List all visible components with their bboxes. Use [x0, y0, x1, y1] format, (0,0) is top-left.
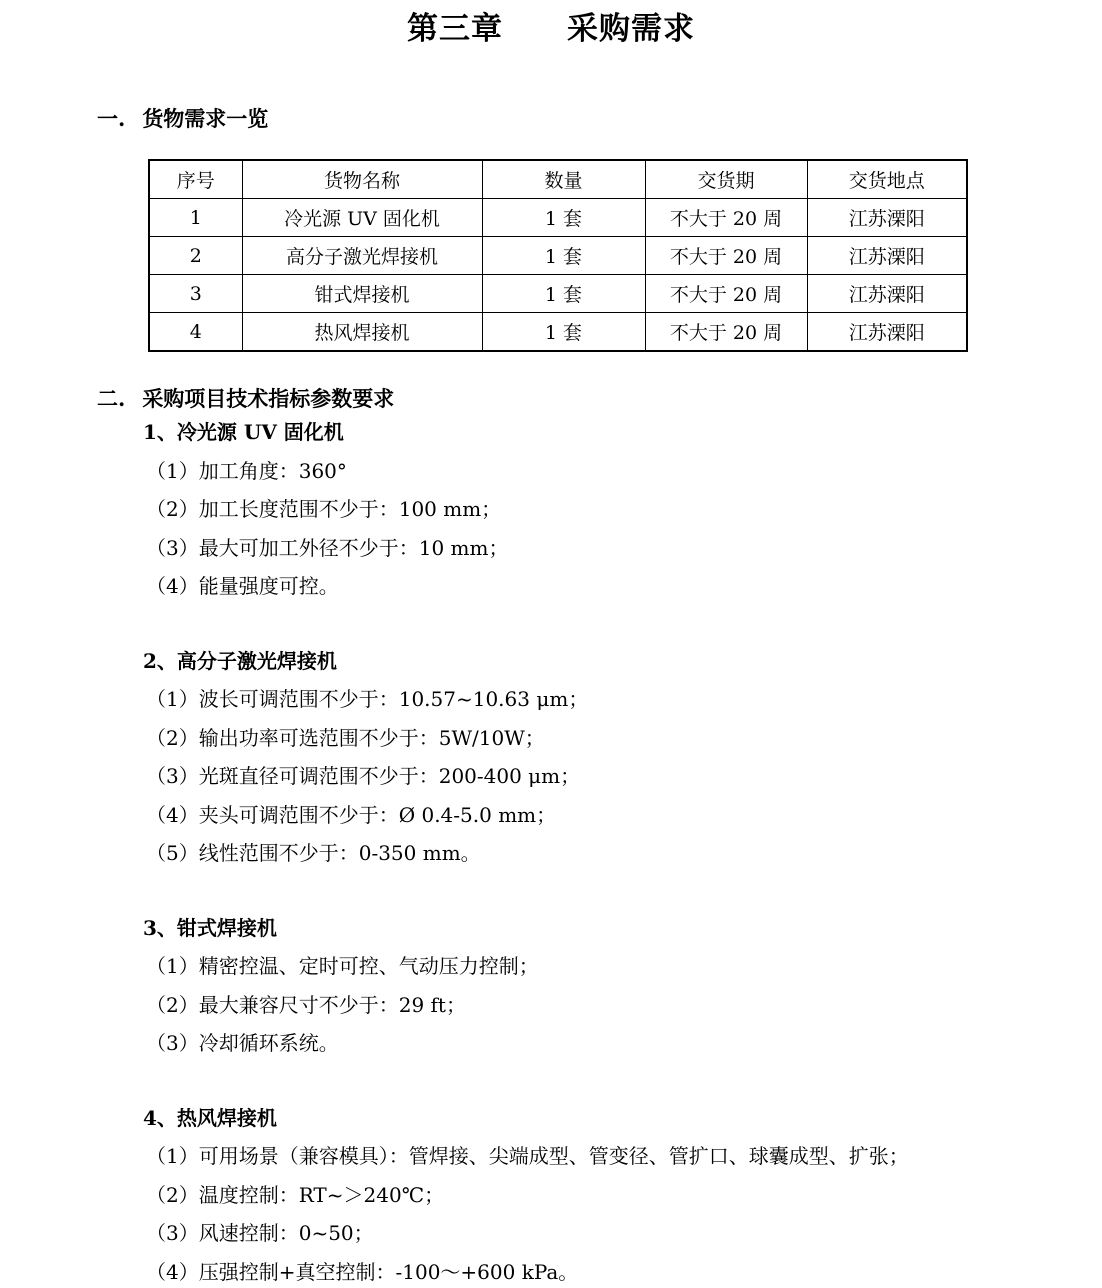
- spec-line: （2）加工长度范围不少于：100 mm；: [146, 497, 502, 521]
- table-header-cell: 序号: [149, 160, 242, 199]
- table-cell: 不大于 20 周: [645, 237, 807, 275]
- spec-item-clamp-welder: [0, 909, 1102, 1063]
- table-row: [149, 275, 967, 313]
- table-cell: 1: [149, 199, 242, 237]
- spec-line: （1）波长可调范围不少于：10.57~10.63 μm；: [146, 687, 589, 711]
- table-cell: 1 套: [482, 199, 645, 237]
- table-cell: 3: [149, 275, 242, 313]
- spec-line: （3）风速控制：0~50；: [146, 1221, 374, 1245]
- table-cell: 钳式焊接机: [242, 275, 482, 313]
- spec-item-laser-welder: [0, 642, 1102, 873]
- table-cell: 热风焊接机: [242, 313, 482, 352]
- table-cell: 1 套: [482, 275, 645, 313]
- table-cell: 不大于 20 周: [645, 199, 807, 237]
- section-title: 采购项目技术指标参数要求: [142, 386, 395, 411]
- table-cell: 不大于 20 周: [645, 313, 807, 352]
- table-cell: 1 套: [482, 313, 645, 352]
- table-cell: 江苏溧阳: [807, 237, 967, 275]
- table-cell: 高分子激光焊接机: [242, 237, 482, 275]
- section-title: 货物需求一览: [142, 106, 269, 131]
- item-title: 1、冷光源 UV 固化机: [143, 420, 344, 444]
- spec-line: （3）冷却循环系统。: [146, 1031, 339, 1055]
- chapter-title: 第三章 采购需求: [407, 11, 695, 47]
- section-number: 二.: [97, 386, 126, 411]
- table-header-cell: 交货地点: [807, 160, 967, 199]
- section-heading-specs: [0, 385, 1102, 413]
- item-title: 3、钳式焊接机: [143, 915, 277, 940]
- table-cell: 江苏溧阳: [807, 313, 967, 352]
- spec-line: （2）温度控制：RT~＞240℃；: [146, 1182, 445, 1207]
- item-title: 4、热风焊接机: [143, 1105, 277, 1130]
- table-cell: 不大于 20 周: [645, 275, 807, 313]
- spec-item-uv-curing: [0, 413, 1102, 606]
- spec-line: （4）能量强度可控。: [146, 574, 339, 598]
- spec-line: （1）可用场景（兼容模具）：管焊接、尖端成型、管变径、管扩口、球囊成型、扩张；: [146, 1144, 909, 1168]
- item-title: 2、高分子激光焊接机: [143, 648, 337, 673]
- spec-line: （5）线性范围不少于：0-350 mm。: [146, 841, 481, 865]
- spec-line: （3）最大可加工外径不少于：10 mm；: [146, 535, 509, 560]
- spec-line: （4）压强控制+真空控制：-100～+600 kPa。: [146, 1259, 579, 1284]
- spec-item-hot-air-welder: [0, 1099, 1102, 1288]
- section-heading-goods: [0, 105, 1102, 133]
- table-row: [149, 237, 967, 275]
- table-cell: 冷光源 UV 固化机: [242, 199, 482, 237]
- table-header-row: [149, 160, 967, 199]
- spec-line: （2）最大兼容尺寸不少于：29 ft；: [146, 992, 466, 1017]
- table-cell: 江苏溧阳: [807, 275, 967, 313]
- spec-line: （2）输出功率可选范围不少于：5W/10W；: [146, 725, 545, 750]
- table-cell: 2: [149, 237, 242, 275]
- table-header-cell: 货物名称: [242, 160, 482, 199]
- spec-line: （4）夹头可调范围不少于：Ø 0.4-5.0 mm；: [146, 802, 557, 827]
- section-number: 一.: [97, 106, 126, 131]
- table-cell: 江苏溧阳: [807, 199, 967, 237]
- spec-line: （1）加工角度：360°: [146, 458, 347, 483]
- spec-line: （1）精密控温、定时可控、气动压力控制；: [146, 954, 539, 978]
- spec-line: （3）光斑直径可调范围不少于：200-400 μm；: [146, 764, 581, 788]
- table-row: [149, 313, 967, 352]
- table-row: [149, 199, 967, 237]
- table-cell: 4: [149, 313, 242, 352]
- table-header-cell: 数量: [482, 160, 645, 199]
- goods-table: [148, 159, 968, 352]
- table-header-cell: 交货期: [645, 160, 807, 199]
- table-cell: 1 套: [482, 237, 645, 275]
